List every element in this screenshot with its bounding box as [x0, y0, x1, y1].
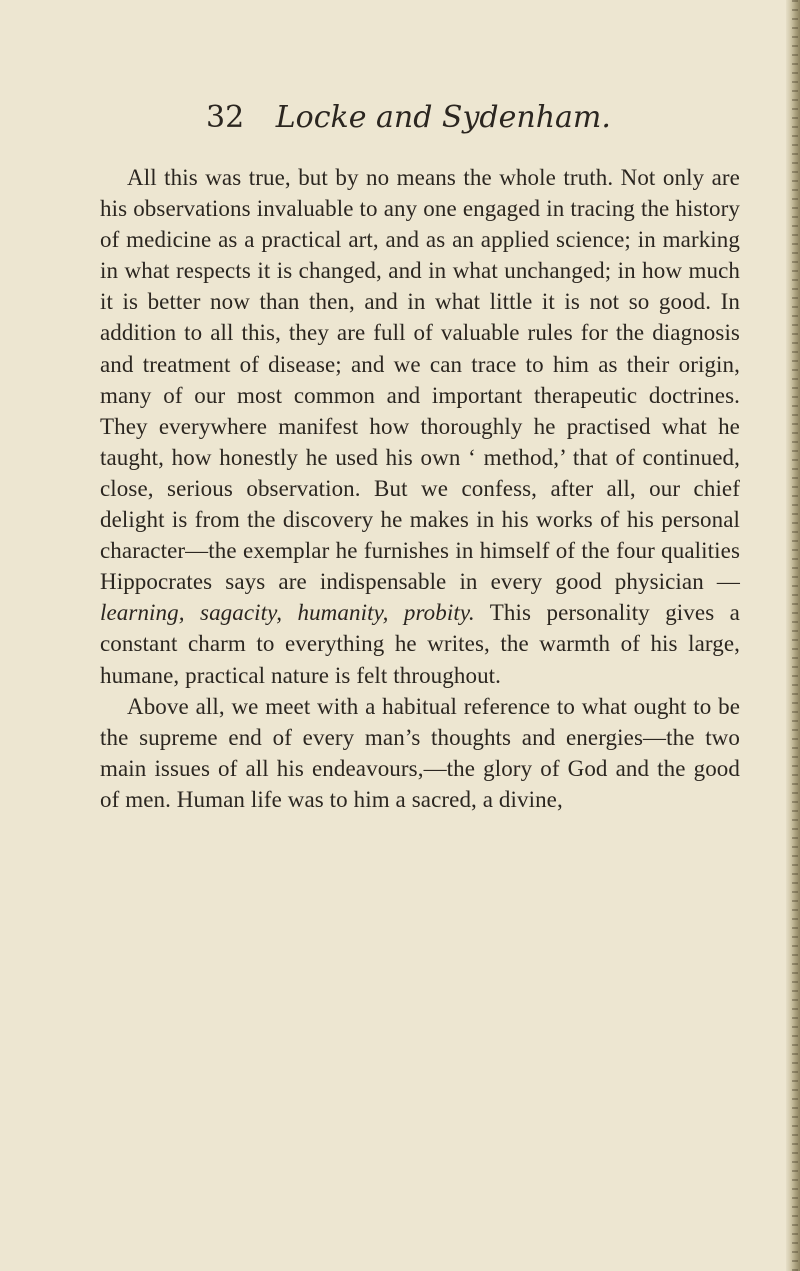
paragraph-2: Above all, we meet with a habitual reference to what ought to be the supreme end of every man’s thoughts and energies—the two main issues of all his endeavours,—the glory of God and the good of men. Human life was to him a sacred, a divine, [100, 693, 740, 812]
paragraph-1-tail: This personality gives a constant charm to everything he writes, the warmth of his large, humane, practical nature is felt throughout. [100, 600, 740, 688]
paragraph-1 [100, 162, 740, 691]
running-title: Locke and Sydenham. [275, 100, 611, 135]
page-header [206, 96, 626, 140]
body-text [100, 162, 740, 815]
page-edge-lines [792, 0, 798, 1271]
page-number: 32 [206, 100, 245, 135]
italic-qualities: learning, sagacity, humanity, probity. [100, 600, 475, 626]
paragraph-1-text: All this was true, but by no means the whole truth. Not only are his observations invaluable to any one engaged in tracing the history of medicine as a practical art, and as an applied science; in marking in what respects it is changed, and in what unchanged; in how much it is better now than then, and in what little it is not so good. In addition to all this, they are full of valuable rules for the diagnosis and treatment of disease; and we can trace to him as their origin, many of our most common and important therapeutic doctrines. They everywhere manifest how thoroughly he practised what he taught, how honestly he used his own ‘ method,’ that of continued, close, serious observation. But we confess, after all, our chief delight is from the discovery he makes in his works of his personal character—the exemplar he furnishes in himself of the four qualities Hippocrates says are indispensable in every good physician — [100, 165, 740, 595]
